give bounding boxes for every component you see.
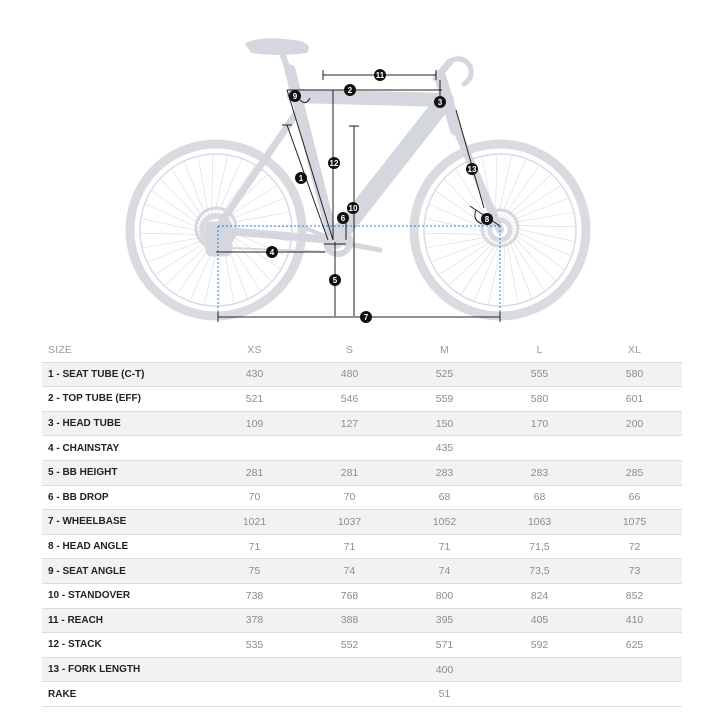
row-value: 72 bbox=[587, 534, 682, 559]
row-value: 410 bbox=[587, 608, 682, 633]
row-value bbox=[207, 682, 302, 707]
header-s: S bbox=[345, 343, 354, 356]
row-value: 1075 bbox=[587, 510, 682, 535]
row-value bbox=[587, 436, 682, 461]
marker-9 bbox=[289, 90, 301, 102]
marker-6 bbox=[337, 212, 349, 224]
row-value bbox=[302, 682, 397, 707]
row-value: 71 bbox=[207, 534, 302, 559]
row-label: 9 - SEAT ANGLE bbox=[42, 559, 207, 584]
row-value: 71 bbox=[397, 534, 492, 559]
row-value: 73,5 bbox=[492, 559, 587, 584]
marker-2 bbox=[344, 84, 356, 96]
row-value: 283 bbox=[397, 460, 492, 485]
marker-10 bbox=[347, 202, 359, 214]
row-value: 51 bbox=[397, 682, 492, 707]
row-value: 75 bbox=[207, 559, 302, 584]
row-value bbox=[587, 657, 682, 682]
row-value bbox=[587, 682, 682, 707]
row-value bbox=[492, 436, 587, 461]
marker-13 bbox=[466, 163, 478, 175]
row-value: 1037 bbox=[302, 510, 397, 535]
row-value: 73 bbox=[587, 559, 682, 584]
row-value: 200 bbox=[587, 411, 682, 436]
marker-8 bbox=[481, 213, 493, 225]
row-value: 559 bbox=[397, 387, 492, 412]
row-value: 852 bbox=[587, 583, 682, 608]
row-value: 68 bbox=[492, 485, 587, 510]
row-value: 580 bbox=[587, 362, 682, 387]
row-value: 74 bbox=[302, 559, 397, 584]
table-row bbox=[42, 682, 682, 707]
table-row bbox=[42, 436, 682, 461]
row-label: 10 - STANDOVER bbox=[42, 583, 207, 608]
row-value: 601 bbox=[587, 387, 682, 412]
row-value: 378 bbox=[207, 608, 302, 633]
row-value: 285 bbox=[587, 460, 682, 485]
row-label: 4 - CHAINSTAY bbox=[42, 436, 207, 461]
geometry-table bbox=[42, 338, 682, 707]
table-row bbox=[42, 559, 682, 584]
measurement-lines bbox=[216, 70, 500, 322]
marker-12 bbox=[328, 157, 340, 169]
table-row bbox=[42, 387, 682, 412]
row-label: 3 - HEAD TUBE bbox=[42, 411, 207, 436]
table-row bbox=[42, 657, 682, 682]
svg-text:3: 3 bbox=[437, 98, 443, 107]
row-value bbox=[207, 657, 302, 682]
bike-geometry-diagram bbox=[0, 0, 720, 335]
row-value: 521 bbox=[207, 387, 302, 412]
row-value: 1021 bbox=[207, 510, 302, 535]
row-value: 71,5 bbox=[492, 534, 587, 559]
header-size: SIZE bbox=[48, 343, 73, 356]
row-value bbox=[492, 682, 587, 707]
row-value: 625 bbox=[587, 633, 682, 658]
table-row bbox=[42, 362, 682, 387]
row-value: 388 bbox=[302, 608, 397, 633]
row-value: 552 bbox=[302, 633, 397, 658]
row-value: 1063 bbox=[492, 510, 587, 535]
table-row bbox=[42, 485, 682, 510]
row-value: 66 bbox=[587, 485, 682, 510]
table-row bbox=[42, 633, 682, 658]
table-row bbox=[42, 460, 682, 485]
row-label: 2 - TOP TUBE (EFF) bbox=[42, 387, 207, 412]
row-label: 13 - FORK LENGTH bbox=[42, 657, 207, 682]
row-value: 435 bbox=[397, 436, 492, 461]
table-header-row bbox=[42, 338, 682, 362]
row-value: 580 bbox=[492, 387, 587, 412]
row-value bbox=[302, 657, 397, 682]
row-value: 283 bbox=[492, 460, 587, 485]
svg-text:10: 10 bbox=[348, 204, 358, 213]
row-value bbox=[207, 436, 302, 461]
row-value: 525 bbox=[397, 362, 492, 387]
svg-text:4: 4 bbox=[269, 248, 275, 257]
row-label: 6 - BB DROP bbox=[42, 485, 207, 510]
row-label: RAKE bbox=[42, 682, 207, 707]
row-value: 738 bbox=[207, 583, 302, 608]
row-label: 11 - REACH bbox=[42, 608, 207, 633]
svg-text:2: 2 bbox=[347, 86, 353, 95]
row-label: 7 - WHEELBASE bbox=[42, 510, 207, 535]
row-value: 68 bbox=[397, 485, 492, 510]
svg-text:11: 11 bbox=[375, 71, 385, 80]
svg-text:1: 1 bbox=[298, 174, 304, 183]
svg-text:13: 13 bbox=[467, 165, 477, 174]
svg-text:5: 5 bbox=[332, 276, 338, 285]
row-value: 70 bbox=[302, 485, 397, 510]
row-value: 824 bbox=[492, 583, 587, 608]
marker-1 bbox=[295, 172, 307, 184]
row-value: 70 bbox=[207, 485, 302, 510]
marker-3 bbox=[434, 96, 446, 108]
marker-5 bbox=[329, 274, 341, 286]
header-l: L bbox=[536, 343, 543, 356]
header-xl: XL bbox=[627, 343, 642, 356]
table-row bbox=[42, 411, 682, 436]
row-value: 395 bbox=[397, 608, 492, 633]
row-value: 535 bbox=[207, 633, 302, 658]
svg-text:12: 12 bbox=[329, 159, 339, 168]
row-value: 592 bbox=[492, 633, 587, 658]
row-label: 1 - SEAT TUBE (C-T) bbox=[42, 362, 207, 387]
row-value: 430 bbox=[207, 362, 302, 387]
row-value: 1052 bbox=[397, 510, 492, 535]
row-value: 281 bbox=[302, 460, 397, 485]
header-m: M bbox=[440, 343, 449, 356]
row-value: 571 bbox=[397, 633, 492, 658]
row-value: 74 bbox=[397, 559, 492, 584]
table-row bbox=[42, 534, 682, 559]
row-label: 8 - HEAD ANGLE bbox=[42, 534, 207, 559]
row-value: 480 bbox=[302, 362, 397, 387]
table-row bbox=[42, 510, 682, 535]
header-xs: XS bbox=[247, 343, 262, 356]
marker-7 bbox=[360, 311, 372, 323]
svg-text:7: 7 bbox=[363, 313, 369, 322]
table-row bbox=[42, 608, 682, 633]
row-value: 555 bbox=[492, 362, 587, 387]
row-value bbox=[302, 436, 397, 461]
svg-text:6: 6 bbox=[340, 214, 346, 223]
row-value: 546 bbox=[302, 387, 397, 412]
row-value: 405 bbox=[492, 608, 587, 633]
row-label: 12 - STACK bbox=[42, 633, 207, 658]
row-label: 5 - BB HEIGHT bbox=[42, 460, 207, 485]
row-value: 150 bbox=[397, 411, 492, 436]
row-value: 109 bbox=[207, 411, 302, 436]
row-value: 71 bbox=[302, 534, 397, 559]
row-value bbox=[492, 657, 587, 682]
row-value: 281 bbox=[207, 460, 302, 485]
table-row bbox=[42, 583, 682, 608]
row-value: 127 bbox=[302, 411, 397, 436]
row-value: 800 bbox=[397, 583, 492, 608]
marker-11 bbox=[374, 69, 386, 81]
row-value: 768 bbox=[302, 583, 397, 608]
svg-text:9: 9 bbox=[292, 92, 298, 101]
row-value: 170 bbox=[492, 411, 587, 436]
marker-4 bbox=[266, 246, 278, 258]
row-value: 400 bbox=[397, 657, 492, 682]
svg-text:8: 8 bbox=[484, 215, 490, 224]
